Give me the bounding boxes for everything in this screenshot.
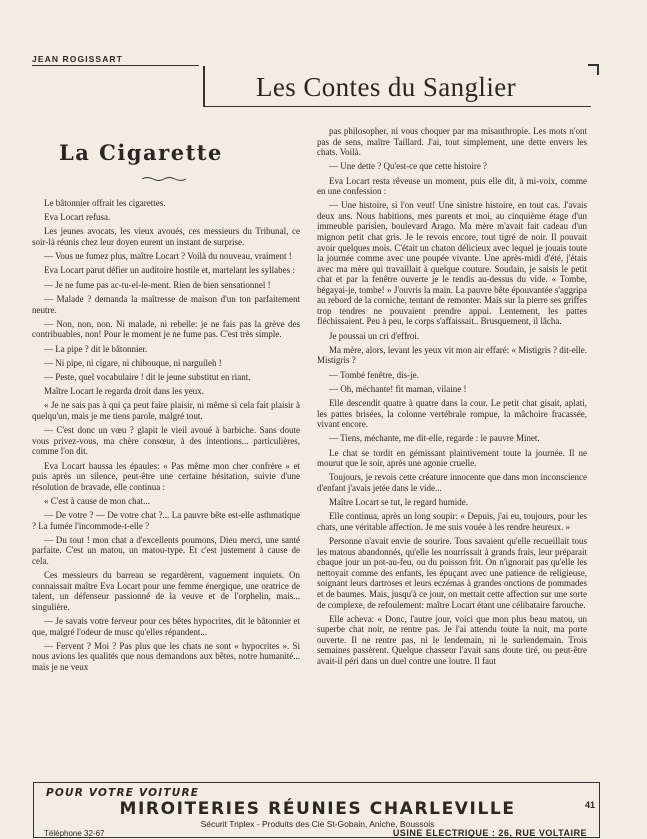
- paragraph: Maître Locart le regarda droit dans les yeux.: [44, 386, 204, 397]
- paragraph: Maître Locart se tut, le regard humide.: [329, 497, 468, 508]
- paragraph: — Tombé fenêtre, dis-je.: [329, 369, 419, 380]
- paragraph: — Tiens, méchante, me dit-elle, regarde : le pauvre Minet.: [329, 433, 540, 444]
- paragraph: — Je ne fume pas ac-tu-el-le-ment. Rien de bien sensationnel !: [44, 279, 271, 290]
- paragraph: Eva Locart resta rêveuse un moment, puis elle dit, à mi-voix, comme en une confession :: [317, 175, 587, 197]
- ad-phone: Téléphone 32-67: [44, 829, 105, 838]
- paragraph: — Peste, quel vocabulaire ! dit le jeune substitut en riant.: [44, 371, 251, 382]
- ad-company: MIROITERIES RÉUNIES CHARLEVILLE: [119, 799, 516, 819]
- paragraph: — Vous ne fumez plus, maître Locart ? Voilà du nouveau, vraiment !: [44, 251, 292, 262]
- paragraph: — Je savais votre ferveur pour ces bêtes hypocrites, dit le bâtonnier et que, malgré l'odeur de musc qu'elles répandent...: [32, 616, 300, 637]
- paragraph: — Du tout ! mon chat a d'excellents poumons, Dieu merci, une santé parfaite. C'est un matou, un matou-type. Et c'est justement à cause de cela.: [32, 534, 300, 566]
- page-number: 41: [585, 800, 596, 810]
- paragraph: Personne n'avait envie de sourire. Tous savaient qu'elle recueillait tous les matous abandonnés, qu'elle les nourrissait à grands frais, leur préparait chaque jour un pot-au-feu, ou du poisson frit. On n'ignorait pas qu'elle les nettoyait comme des enfants, les épuçant avec une patience de religieuse, soignant leurs dartroses et leurs eczémas à grandes onctions de pommades et de baumes. Mais, jusqu'à ce jour, on mettait cette affection sur une sorte de complexe, de refoulement: maître Locart étant une célibataire farouche.: [317, 536, 587, 610]
- paragraph: « C'est à cause de mon chat...: [44, 495, 150, 506]
- paragraph: Elle continua, après un long soupir: « Depuis, j'ai eu, toujours, pour les chats, une véritable affection. Je me suis vouée à les rendre heureux. »: [317, 511, 587, 532]
- author-name: JEAN ROGISSART: [32, 54, 123, 64]
- paragraph: Elle acheva: « Donc, l'autre jour, voici que mon plus beau matou, un superbe chat noir, ne rentre pas. Je l'ai attendu toute la nuit, ma porte ouverte. Il ne rentre pas, ni le lendemain, ni le surlendemain. Trois semaines passèrent. Quelque chasseur l'avait sans doute tiré, ou peut-être avait-il péri dans un duel contre une loutre. Il faut: [317, 613, 587, 666]
- series-title: Les Contes du Sanglier: [256, 72, 517, 102]
- paragraph: — C'est donc un vœu ? glapit le vieil avoué à barbiche. Sans doute vous privez-vous, ma chère consœur, à des intentions... particulières, comme l'on dit.: [32, 425, 300, 457]
- paragraph: — La pipe ? dit le bâtonnier.: [44, 343, 148, 354]
- paragraph: — Fervent ? Moi ? Pas plus que les chats ne sont « hypocrites ». Si nous avions les qualités que nous demandons aux bêtes, notre humanité... mais je ne veux: [32, 640, 300, 672]
- paragraph: Eva Locart refusa.: [44, 212, 111, 223]
- paragraph: Ma mère, alors, levant les yeux vit mon air effaré: « Mistigris ? dit-elle. Mistigris ?: [317, 344, 587, 366]
- advertisement: [33, 782, 600, 838]
- paragraph: Eva Locart parut défier un auditoire hostile et, martelant les syllabes :: [44, 265, 295, 276]
- paragraph: — Malade ? demanda la maîtresse de maison d'un ton parfaitement neutre.: [32, 293, 300, 315]
- paragraph: Eva Locart haussa les épaules: « Pas même mon cher confrère » et puis après un silence, peut-être une certaine hésitation, suivie d'une résolution de bravade, elle continua :: [32, 460, 300, 492]
- paragraph: — De votre ? — De votre chat ?... La pauvre bête est-elle asthmatique ? La fumée l'incommode-t-elle ?: [32, 510, 300, 531]
- paragraph: Toujours, je revois cette créature innocente que dans mon inconscience d'enfant j'avais jetée dans le vide...: [317, 472, 587, 493]
- paragraph: pas philosopher, ni vous choquer par ma misanthropie. Les mots n'ont pas de sens, maître Taillard. J'ai, tout simplement, une dette envers les chats. Voilà.: [317, 126, 587, 158]
- paragraph: Elle descendit quatre à quatre dans la cour. Le petit chat gisait, aplati, les pattes brisées, la colonne vertébrale rompue, la mâchoire fracassée, vivant encore.: [317, 398, 587, 430]
- story-title: La Cigarette: [59, 140, 223, 165]
- paragraph: Le bâtonnier offrait les cigarettes.: [44, 198, 166, 208]
- paragraph: — Non, non, non. Ni malade, ni rebelle: je ne fais pas la grève des contribuables, non! Pour le moment je ne fume pas. C'est très simple.: [32, 318, 300, 340]
- ad-address: USINE ELECTRIQUE : 26, RUE VOLTAIRE: [392, 828, 587, 838]
- right-column: [317, 126, 587, 670]
- ad-tagline: POUR VOTRE VOITURE: [46, 787, 200, 799]
- paragraph: Je poussai un cri d'effroi.: [329, 330, 420, 341]
- paragraph: — Une histoire, si l'on veut! Une sinistre histoire, en tout cas. J'avais deux ans. Nous habitions, mes parents et moi, au cinquième étage d'un immeuble parisien, boulevard Arago. Ma mère m'avait fait cadeau d'un mignon petit chat gris. Je le revois encore, tout tigré de noir. Il pouvait avoir quelques mois. C'était un chaton délicieux avec lequel je jouais toute la journée comme avec une poupée vivante. Une après-midi d'été, j'étais avec ma mère qui travaillait à quelque couture. Soudain, je saisis le petit chat et par la fenêtre ouverte je le tendis au-dessus du vide. « Tombe, bégayai-je, tombe! » J'ouvris la main. La pauvre bête épouvantée s'aggripa au rebord de la corniche, tentant de remonter. Mais sur la pierre ses griffes trop tendres ne pouvaient prendre appui. Lentement, les pattes fléchissaient. Peu à peu, le corps s'affaissait.. Brusquement, il lâcha.: [317, 200, 587, 327]
- left-column: [32, 198, 300, 676]
- ad-products: Sécurit Triplex - Produits des Cie St-Gobain, Aniche, Boussois: [200, 819, 435, 829]
- title-ornament: [142, 176, 186, 182]
- paragraph: Les jeunes avocats, les vieux avoués, ces messieurs du Tribunal, ce soir-là réunis chez leur doyen eurent un instant de surprise.: [32, 226, 300, 248]
- paragraph: — Une dette ? Qu'est-ce que cette histoire ?: [329, 161, 488, 172]
- paragraph: — Ni pipe, ni cigare, ni chibouque, ni narguileh !: [44, 357, 222, 368]
- paragraph: « Je ne sais pas à qui ça peut faire plaisir, ni même si cela fait plaisir à quelqu'un, mais je me tiens parole, malgré tout.: [32, 400, 300, 421]
- paragraph: — Oh, méchante! fit maman, vilaine !: [329, 383, 467, 394]
- paragraph: Ces messieurs du barreau se regardèrent, vaguement inquiets. On connaissait maître Eva Locart pour une femme énergique, une oratrice de talent, un défenseur passionné de la veuve et de l'orphelin, mais... singulière.: [32, 570, 300, 612]
- header-rule: [32, 65, 199, 66]
- paragraph: Le chat se tordit en gémissant plaintivement toute la journée. Il ne mourut que le soir, après une agonie cruelle.: [317, 447, 587, 469]
